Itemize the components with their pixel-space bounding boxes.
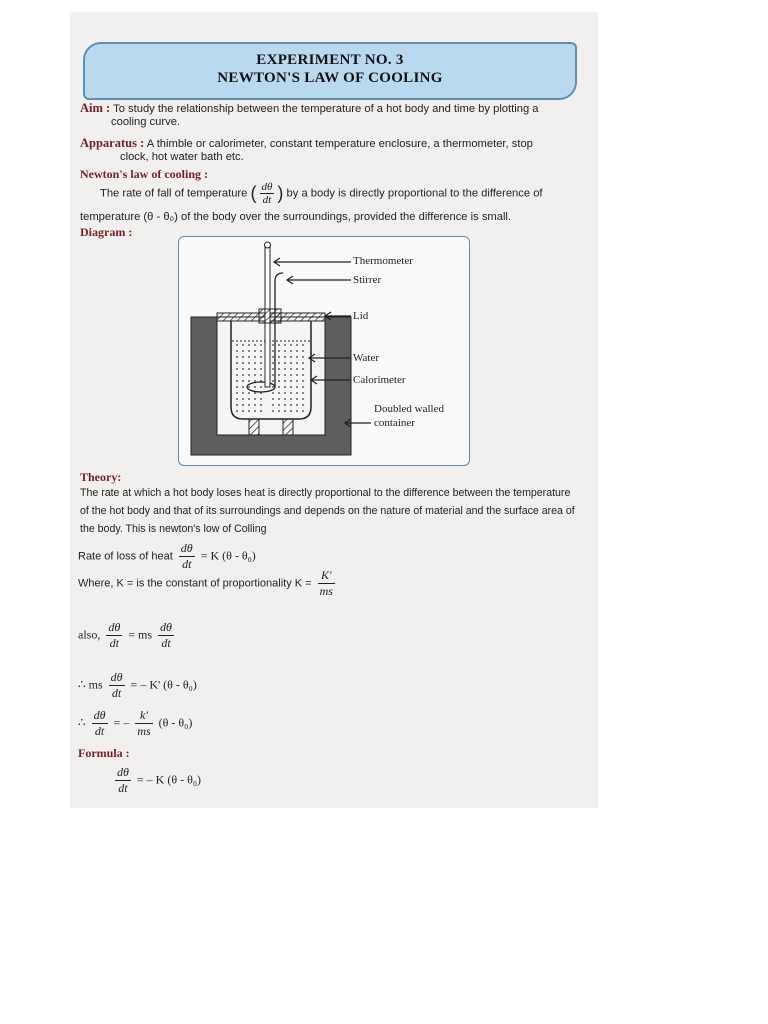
water-dot [290, 374, 292, 376]
water-dot [296, 368, 298, 370]
water-dot [254, 380, 256, 382]
water-dot [254, 356, 256, 358]
water-dot [290, 410, 292, 412]
water-dot [236, 386, 238, 388]
aim-line-1 [80, 101, 539, 116]
water-dot [272, 380, 274, 382]
label-lid: Lid [353, 310, 369, 322]
law-line-1: The rate of fall of temperature ( $\frac{d\theta}{dt}$ ) by a body is directly proportional to the difference of [100, 181, 543, 206]
water-dot [242, 392, 244, 394]
water-dot [278, 350, 280, 352]
container-cavity [217, 317, 325, 435]
water-dot [296, 374, 298, 376]
water-dot [302, 404, 304, 406]
water-dot [290, 392, 292, 394]
water-dot [242, 362, 244, 364]
water-dot [236, 404, 238, 406]
title-banner [83, 42, 577, 100]
water-dot [278, 344, 280, 346]
water-dot [272, 344, 274, 346]
water-dot [284, 368, 286, 370]
water-dot [260, 344, 262, 346]
equation-rate-of-loss: Rate of loss of heat $\frac{d\theta}{dt}$ = K (θ - θ₀) [78, 541, 256, 571]
water-dot [296, 398, 298, 400]
water-dot [296, 386, 298, 388]
water-dot [248, 362, 250, 364]
water-dot [302, 392, 304, 394]
water-dot [242, 380, 244, 382]
label-container-2: container [374, 417, 415, 429]
water-dot [290, 386, 292, 388]
aim-text-2: cooling curve. [111, 116, 181, 128]
label-container-1: Doubled walled [374, 403, 444, 415]
water-dot [254, 362, 256, 364]
water-dot [242, 356, 244, 358]
label-water: Water [353, 352, 379, 364]
water-dot [236, 356, 238, 358]
diagram-drawing [179, 237, 469, 465]
water-dot [254, 398, 256, 400]
law-text-1b: by a body is directly proportional to the difference of [286, 187, 543, 200]
aim-text-1: To study the relationship between the temperature of a hot body and time by plotting a [113, 103, 539, 115]
water-dot [272, 410, 274, 412]
label-thermometer: Thermometer [353, 255, 413, 267]
water-dot [290, 362, 292, 364]
water-dot [278, 410, 280, 412]
water-dot [260, 404, 262, 406]
water-dot [272, 404, 274, 406]
water-dot [254, 410, 256, 412]
theory-text-1: The rate at which a hot body loses heat is directly proportional to the difference between the temperature [80, 487, 571, 499]
water-dot [236, 374, 238, 376]
water-dot [296, 404, 298, 406]
water-dot [254, 386, 256, 388]
apparatus-label: Apparatus : [80, 136, 145, 150]
water-dot [248, 356, 250, 358]
label-stirrer: Stirrer [353, 274, 382, 286]
water-dot [296, 380, 298, 382]
water-dot [260, 374, 262, 376]
water-dot [278, 374, 280, 376]
water-dot [302, 362, 304, 364]
water-dot [296, 410, 298, 412]
water-dot [248, 398, 250, 400]
water-dot [302, 398, 304, 400]
water-dot [302, 350, 304, 352]
apparatus-text-2: clock, hot water bath etc. [120, 151, 244, 163]
water-dot [242, 350, 244, 352]
water-dot [254, 368, 256, 370]
water-dot [260, 356, 262, 358]
water-dot [302, 356, 304, 358]
water-dot [236, 344, 238, 346]
water-dot [284, 398, 286, 400]
law-label: Newton's law of cooling : [80, 167, 208, 181]
experiment-title: NEWTON'S LAW OF COOLING [217, 70, 443, 86]
water-dot [290, 350, 292, 352]
water-dot [302, 344, 304, 346]
theory-label: Theory: [80, 470, 122, 484]
formula-equation: $\frac{d\theta}{dt}$ = – K (θ - θ₀) [117, 765, 202, 795]
apparatus-text-1: A thimble or calorimeter, constant temperature enclosure, a thermometer, stop [146, 138, 533, 150]
lid-plug [259, 309, 281, 323]
water-dot [272, 368, 274, 370]
water-dot [284, 380, 286, 382]
water-dot [290, 404, 292, 406]
aim-label: Aim : [80, 101, 111, 115]
water-dot [248, 368, 250, 370]
water-dot [248, 410, 250, 412]
water-dot [278, 398, 280, 400]
water-dot [272, 398, 274, 400]
water-dot [278, 392, 280, 394]
water-dot [290, 368, 292, 370]
water-dot [272, 386, 274, 388]
experiment-number: EXPERIMENT NO. 3 [256, 52, 404, 68]
equation-derived: ∴ $\frac{d\theta}{dt}$ = – $\frac{k'}{ms}$ (θ - θ₀) [78, 708, 193, 738]
water-dot [248, 344, 250, 346]
law-text-1a: The rate of fall of temperature [100, 187, 248, 200]
water-dot [248, 380, 250, 382]
water-dot [278, 404, 280, 406]
water-dot [260, 386, 262, 388]
water-dot [284, 404, 286, 406]
water-dot [302, 374, 304, 376]
water-dot [248, 386, 250, 388]
water-dot [242, 386, 244, 388]
water-dot [260, 350, 262, 352]
water-dot [236, 410, 238, 412]
water-dot [242, 410, 244, 412]
water-dot [236, 398, 238, 400]
water-dot [284, 392, 286, 394]
law-text-2: temperature (θ - θ₀) of the body over the surroundings, provided the difference is small. [80, 211, 512, 223]
water-dot [290, 398, 292, 400]
water-dot [296, 356, 298, 358]
water-dot [302, 368, 304, 370]
water-dot [302, 380, 304, 382]
water-dot [236, 368, 238, 370]
water-dot [284, 350, 286, 352]
water-dot [248, 374, 250, 376]
water-dot [284, 410, 286, 412]
water-dot [236, 350, 238, 352]
equation-also: also, $\frac{d\theta}{dt}$ = ms $\frac{d\theta}{dt}$ [78, 620, 172, 650]
water-dot [236, 380, 238, 382]
water-dot [254, 344, 256, 346]
formula-label: Formula : [78, 746, 130, 760]
water-dot [260, 410, 262, 412]
water-dot [242, 374, 244, 376]
water-dot [254, 350, 256, 352]
water-dot [254, 392, 256, 394]
theory-text-2: of the hot body and that of its surroundings and depends on the nature of material and the surface area of [80, 505, 575, 517]
water-dot [260, 398, 262, 400]
water-dot [272, 356, 274, 358]
water-dot [278, 362, 280, 364]
equation-ms: ∴ ms $\frac{d\theta}{dt}$ = – K' (θ - θ₀) [78, 670, 197, 700]
equation-k-definition: Where, K = is the constant of proportionality K = $\frac{K'}{ms}$ [78, 568, 333, 598]
water-dot [296, 362, 298, 364]
water-dot [290, 380, 292, 382]
water-dot [272, 362, 274, 364]
water-dot [242, 398, 244, 400]
diagram-label: Diagram : [80, 225, 133, 239]
water-dot [260, 368, 262, 370]
water-dot [296, 350, 298, 352]
water-dot [248, 404, 250, 406]
water-dot [272, 374, 274, 376]
water-dot [278, 356, 280, 358]
label-calorimeter: Calorimeter [353, 374, 406, 386]
water-dot [302, 410, 304, 412]
water-dot [254, 404, 256, 406]
water-dot [302, 386, 304, 388]
law-fraction: $\frac{d\theta}{dt}$ [261, 181, 273, 206]
water-dot [290, 344, 292, 346]
water-dot [296, 392, 298, 394]
water-dot [284, 386, 286, 388]
water-dot [236, 392, 238, 394]
water-dot [248, 392, 250, 394]
apparatus-line-1 [80, 136, 533, 151]
water-dot [236, 362, 238, 364]
water-dot [242, 368, 244, 370]
water-dot [248, 350, 250, 352]
water-dot [278, 368, 280, 370]
water-dot [284, 374, 286, 376]
theory-text-3: the body. This is newton's low of Colling [80, 523, 267, 535]
water-dot [290, 356, 292, 358]
apparatus-diagram [178, 236, 470, 466]
water-dot [284, 356, 286, 358]
water-dot [260, 362, 262, 364]
water-dot [242, 344, 244, 346]
water-dot [272, 350, 274, 352]
water-dot [254, 374, 256, 376]
water-dot [278, 386, 280, 388]
water-dot [296, 344, 298, 346]
water-dot [284, 362, 286, 364]
water-dot [242, 404, 244, 406]
water-dot [284, 344, 286, 346]
water-dot [278, 380, 280, 382]
water-dot [272, 392, 274, 394]
